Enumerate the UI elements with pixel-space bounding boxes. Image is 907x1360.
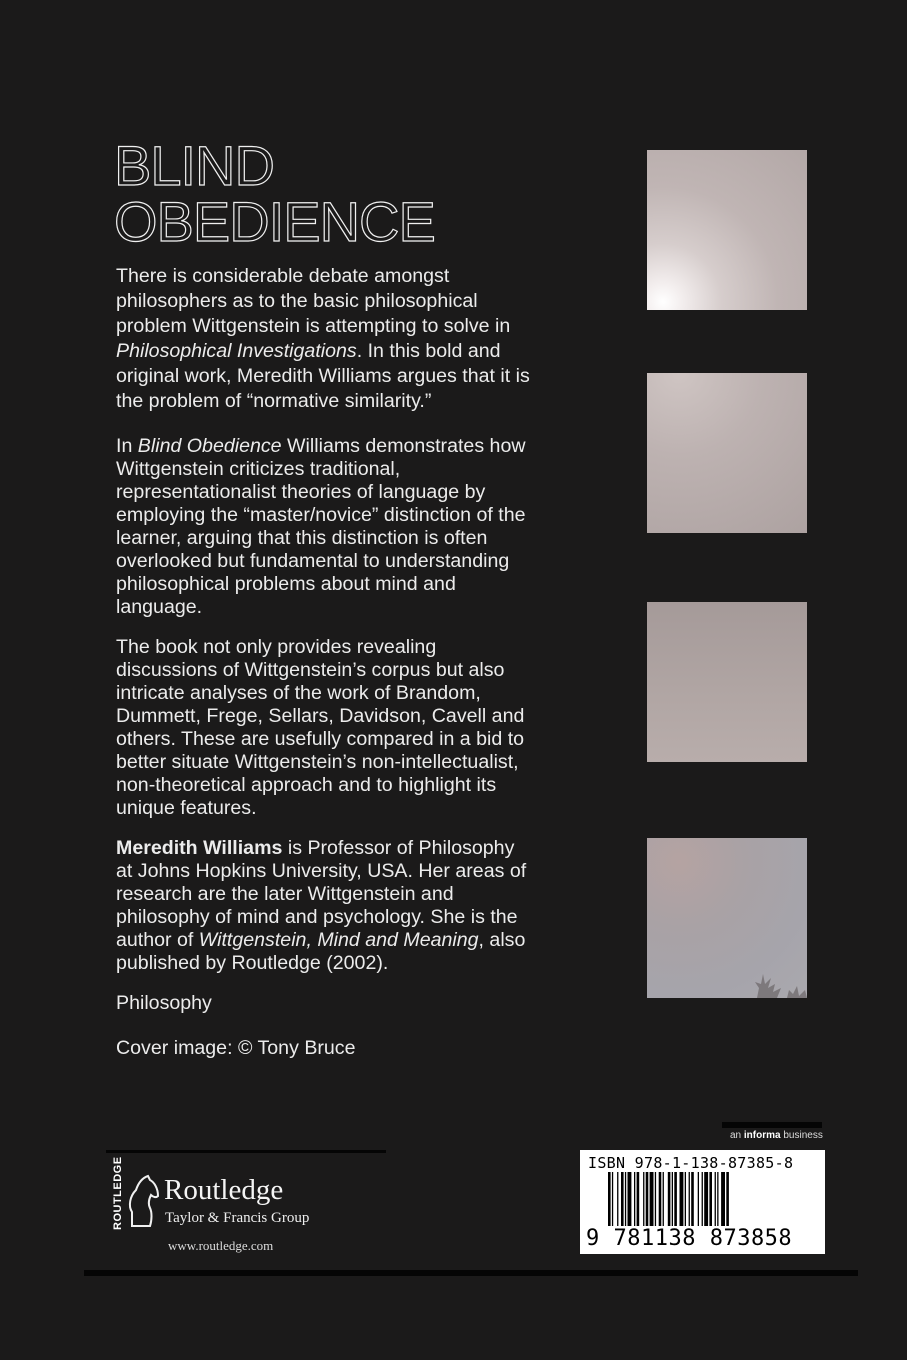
blurb-paragraph-1 (116, 264, 536, 414)
knight-head-icon (126, 1172, 162, 1228)
book-title (114, 134, 435, 253)
blurb (116, 264, 536, 1082)
blurb-paragraph-3: The book not only provides revealing discussions of Wittgenstein’s corpus but also intricate analyses of the work of Brandom, Dummett, Frege, Sellars, Davidson, Cavell and others. These are usefully compared in a bid to better situate Wittgenstein’s non-intellectualist, non-theoretical approach and to highlight its unique features. (116, 636, 525, 819)
cover-photo-2 (647, 373, 807, 533)
publisher-url[interactable]: www.routledge.com (168, 1238, 274, 1253)
publisher-vertical-mark: ROUTLEDGE (112, 1156, 124, 1230)
publisher-name: Routledge (164, 1174, 284, 1206)
p2-text-end: Williams demonstrates how Wittgenstein criticizes traditional, representationalist theories of language by employing the “master/novice” distinction of the learner, arguing that this distinction is often overlooked but fundamental to understanding philosophical problems about mind and language. (116, 435, 526, 618)
p1-italic-title: Philosophical Investigations (116, 340, 357, 362)
divider-left (106, 1150, 386, 1153)
author-name: Meredith Williams (116, 837, 283, 859)
ean-digits: 9 781138 873858 (586, 1226, 793, 1251)
publisher-group: Taylor & Francis Group (165, 1210, 310, 1226)
cover-credit: Cover image: © Tony Bruce (116, 1037, 356, 1059)
tree-silhouette-icon (647, 838, 807, 998)
author-bio (116, 837, 536, 975)
informa-prefix: an (730, 1130, 744, 1141)
isbn-barcode (580, 1150, 825, 1254)
author-other-book: Wittgenstein, Mind and Meaning (198, 929, 479, 951)
subject-category: Philosophy (116, 992, 212, 1014)
p2-italic-title: Blind Obedience (137, 435, 282, 457)
informa-tagline (730, 1130, 823, 1141)
p1-text-end: . In this bold and original work, Meredith Williams argues that it is the problem of “normative similarity.” (116, 340, 530, 412)
p1-text: There is considerable debate amongst philosophers as to the basic philosophical problem Wittgenstein is attempting to solve in (116, 265, 511, 337)
informa-bar (722, 1122, 822, 1128)
divider-bottom (84, 1270, 858, 1276)
cover-photo-4 (647, 838, 807, 998)
cover-photo-3 (647, 602, 807, 762)
informa-brand: informa (743, 1130, 781, 1141)
author-bio-text: is Professor of Philosophy at Johns Hopkins University, USA. Her areas of research are the later Wittgenstein and philosophy of mind and psychology. She is the author of (116, 837, 527, 951)
title-line-1: BLIND (114, 134, 274, 197)
author-bio-end: , also published by Routledge (2002). (116, 929, 526, 974)
isbn-text: ISBN 978-1-138-87385-8 (588, 1154, 794, 1172)
informa-suffix: business (780, 1130, 823, 1141)
title-line-2: OBEDIENCE (114, 190, 435, 253)
cover-photo-1 (647, 150, 807, 310)
blurb-paragraph-2 (116, 435, 536, 619)
p2-text: In (116, 435, 138, 457)
